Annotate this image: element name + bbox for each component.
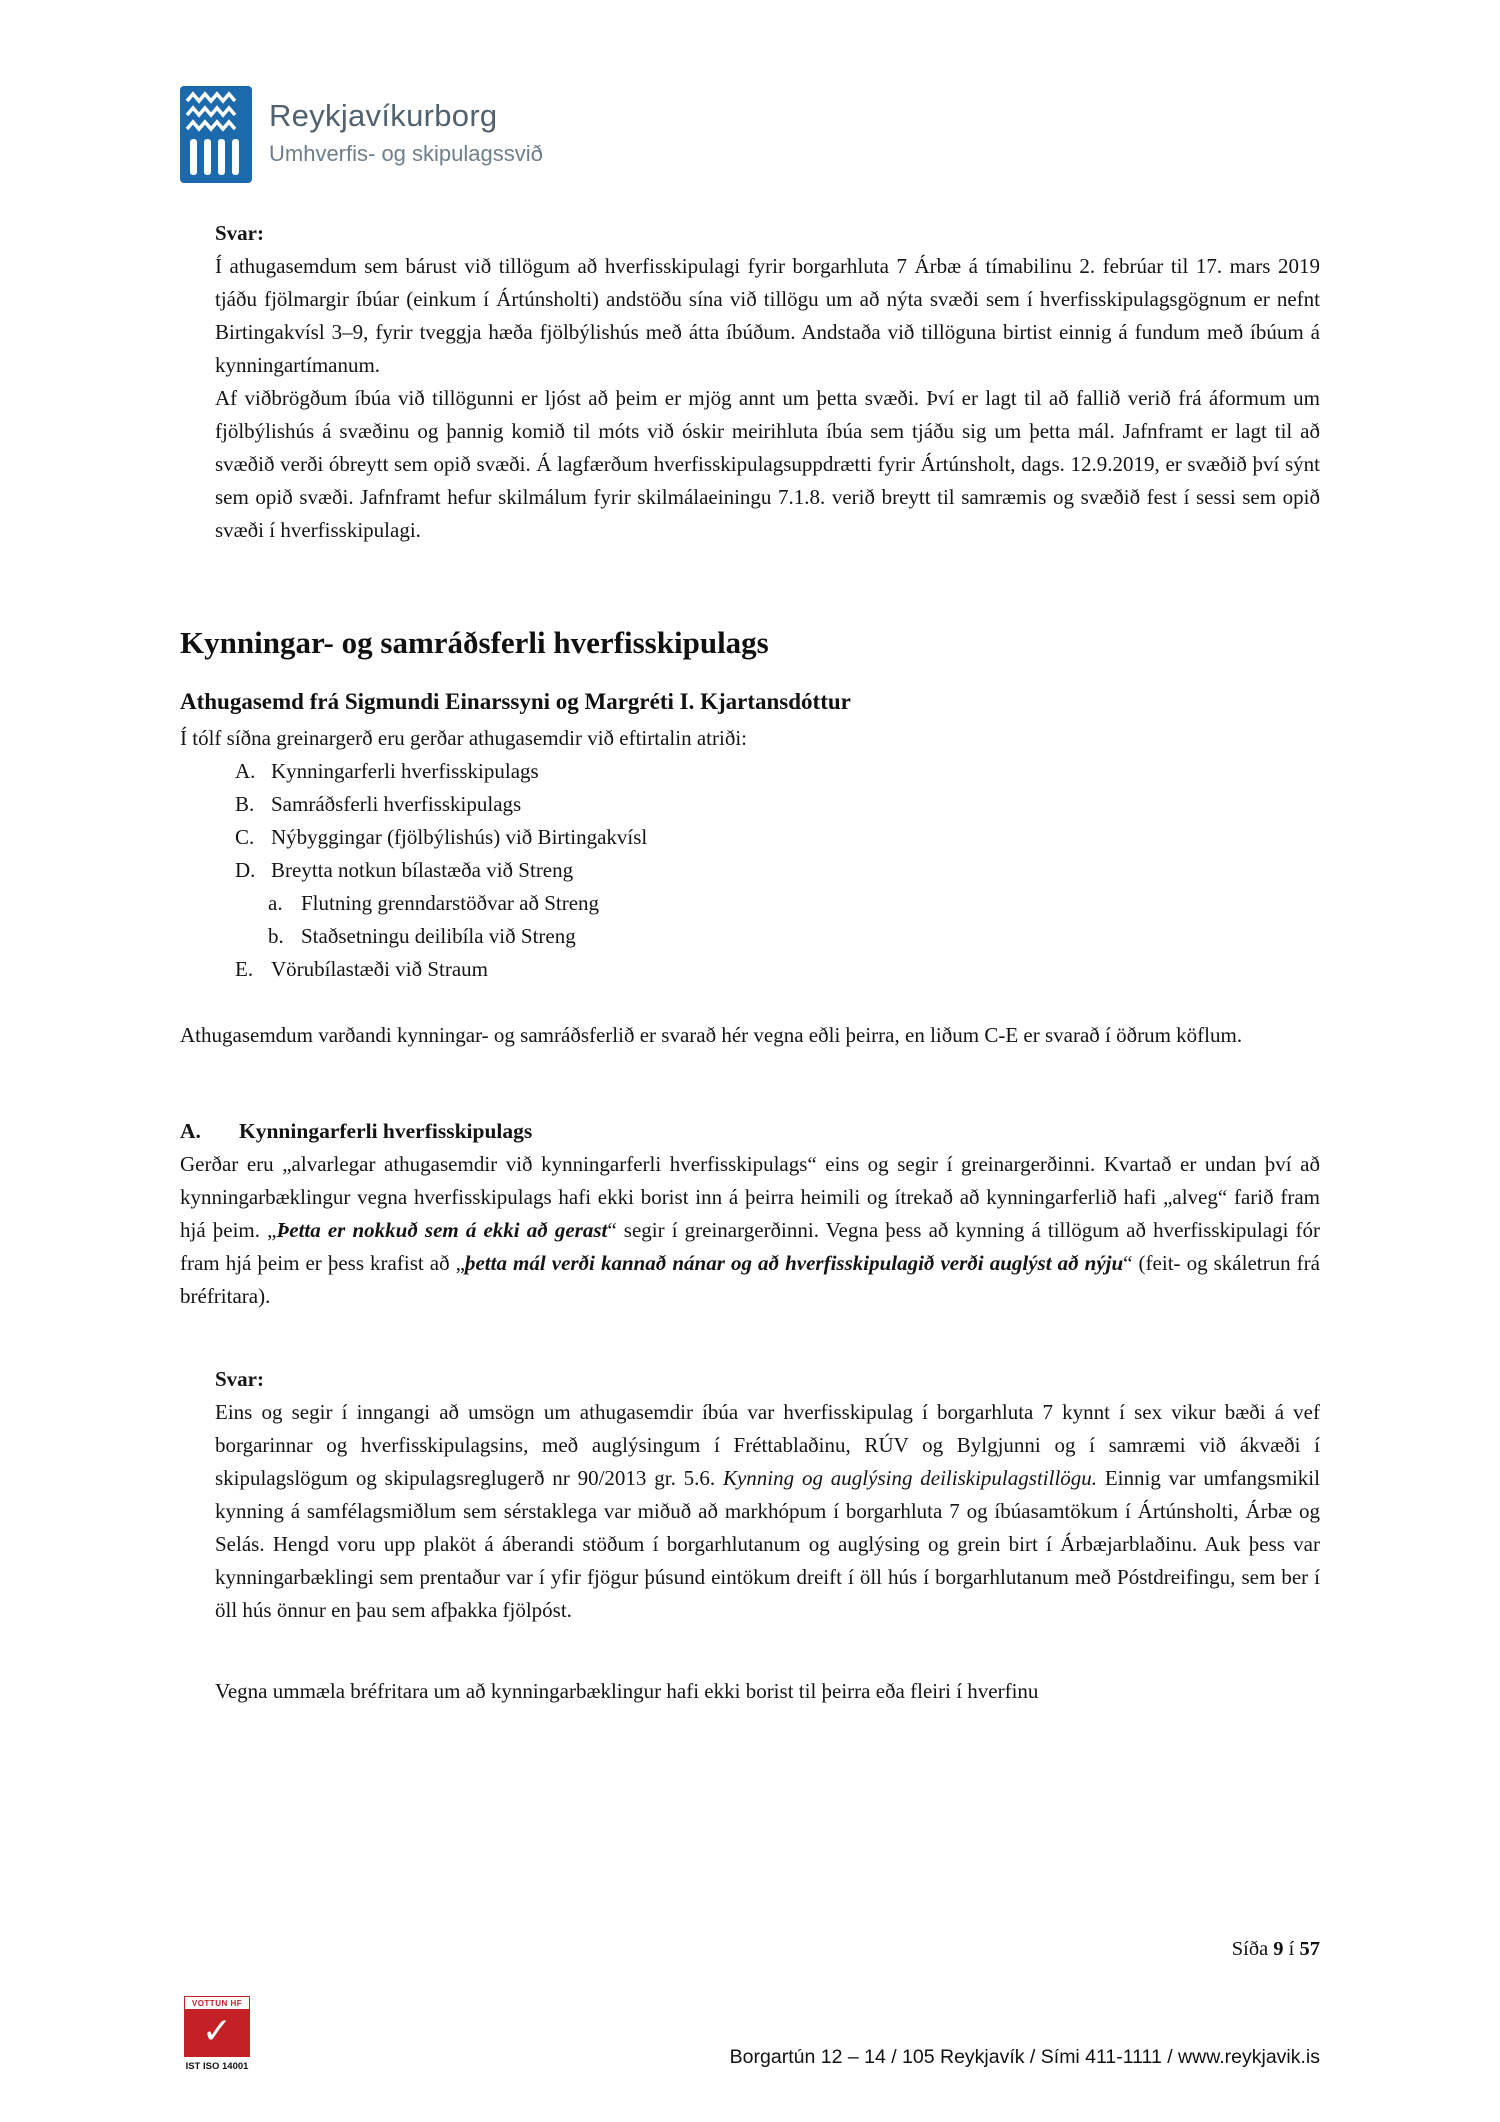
brand-text [269, 86, 543, 167]
list-item [180, 755, 1320, 788]
quoted-bold-italic-segment: Þetta er nokkuð sem á ekki að gerast [276, 1218, 608, 1242]
answer-block-2 [215, 1363, 1320, 1708]
page-number-total: 57 [1299, 1938, 1320, 1960]
list-item-label: Kynningarferli hverfisskipulags [271, 759, 539, 783]
list-item-label: Samráðsferli hverfisskipulags [271, 792, 522, 816]
section-title: Kynningar- og samráðsferli hverfisskipulags [180, 625, 769, 660]
org-name: Reykjavíkurborg [269, 98, 498, 133]
iso-certification-logo [184, 1996, 250, 2072]
list-marker: E. [235, 957, 254, 981]
list-subitem [180, 920, 1320, 953]
certifier-name: VOTTUN HF [184, 1996, 250, 2009]
intro-line: Í tólf síðna greinargerð eru gerðar athugasemdir við eftirtalin atriði: [180, 726, 747, 750]
list-marker: C. [235, 825, 255, 849]
footer-address: Borgartún 12 – 14 / 105 Reykjavík / Sími 411-1111 / www.reykjavik.is [729, 2046, 1320, 2068]
topic-list [180, 755, 1320, 986]
text-segment: Einnig var umfangsmikil kynning á samfélagsmiðlum sem sérstaklega var miðuð að markhópum í borgarhluta 7 og íbúasamtökum í Ártúnsholti, Árbæ og Selás. Hengd voru upp plaköt á áberandi stöðum í borgarhlutanum og auglýsing og grein birt í Árbæjarblaðinu. Auk þess var kynningarbæklingi sem prentaður var í yfir fjögur þúsund eintökum dreift í öll hús í borgarhlutanum með Póstdreifingu, sem ber í öll hús önnur en þau sem afþakka fjölpóst. [215, 1466, 1320, 1622]
page-number-separator: í [1283, 1938, 1300, 1960]
list-marker: D. [235, 858, 256, 882]
page-number-current: 9 [1273, 1938, 1284, 1960]
list-item [180, 854, 1320, 887]
org-department: Umhverfis- og skipulagssvið [269, 141, 543, 166]
answer-paragraph-2: Vegna ummæla bréfritara um að kynningarbæklingur hafi ekki borist til þeirra eða fleiri í hverfinu [215, 1679, 1039, 1703]
list-item-label: Vörubílastæði við Straum [271, 957, 488, 981]
list-item [180, 788, 1320, 821]
answer-label: Svar: [215, 1367, 264, 1391]
page-number-prefix: Síða [1231, 1938, 1274, 1960]
text-segment: Gerðar eru „alvarlegar athugasemdir við kynningarferli hverfisskipulags“ eins og segir í greinargerðinni. Kvartað er undan því að kynningarbæklingur vegna hverfisskipulags hafi ekki borist inn á þeirra heimili og ítrekað að kynningarferlið hafi „alveg“ farið fram hjá þeim. „ [180, 1152, 1320, 1242]
list-item-label: Staðsetningu deilibíla við Streng [301, 924, 576, 948]
list-item-label: Breytta notkun bílastæða við Streng [271, 858, 574, 882]
list-subitem [180, 887, 1320, 920]
text-segment: “ segir í greinargerðinni. Vegna þess að kynning á tillögum að hverfisskipulagi fór fram hjá þeim er þess krafist að „ [180, 1218, 1320, 1275]
list-marker: B. [235, 792, 255, 816]
list-marker: A. [235, 759, 256, 783]
list-item [180, 953, 1320, 986]
checkmark-icon [184, 2009, 250, 2057]
answer-paragraph-1 [215, 1396, 1320, 1627]
answer-paragraph-1: Í athugasemdum sem bárust við tillögum að hverfisskipulagi fyrir borgarhluta 7 Árbæ á tímabilinu 2. febrúar til 17. mars 2019 tjáðu fjölmargir íbúar (einkum í Ártúnsholti) andstöðu sína við tillögu um að nýta svæði sem í hverfisskipulagsgögnum er nefnt Birtingakvísl 3–9, fyrir tveggja hæða fjölbýlishús með átta íbúðum. Andstaða við tillöguna birtist einnig á fundum með íbúum á kynningartímanum. [215, 254, 1320, 377]
answer-block-1 [215, 217, 1320, 547]
quoted-bold-italic-segment: þetta mál verði kannað nánar og að hverfisskipulagið verði auglýst að nýju [464, 1251, 1124, 1275]
iso-standard-label: IST ISO 14001 [185, 2061, 249, 2072]
answer-paragraph-2: Af viðbrögðum íbúa við tillögunni er ljóst að þeim er mjög annt um þetta svæði. Því er lagt til að fallið verið frá áformum um fjölbýlishús á svæðinu og þannig komið til móts við óskir meirihluta íbúa sem tjáðu sig um þetta mál. Jafnframt er lagt til að svæðið verði óbreytt sem opið svæði. Á lagfærðum hverfisskipulagsuppdrætti fyrir Ártúnsholt, dags. 12.9.2019, er svæðið því sýnt sem opið svæði. Jafnframt hefur skilmálum fyrir skilmálaeiningu 7.1.8. verið breytt til samræmis og svæðið fest í sessi sem opið svæði í hverfisskipulagi. [215, 386, 1320, 542]
list-followup-paragraph: Athugasemdum varðandi kynningar- og samráðsferlið er svarað hér vegna eðli þeirra, en liðum C-E er svarað í öðrum köflum. [180, 1023, 1243, 1047]
subsection-a-heading [180, 1115, 1320, 1148]
list-item [180, 821, 1320, 854]
answer-label: Svar: [215, 221, 264, 245]
list-item-label: Nýbyggingar (fjölbýlishús) við Birtingakvísl [271, 825, 648, 849]
text-segment: “ (feit- og skáletrun frá bréfritara). [180, 1251, 1320, 1308]
subsection-marker: A. [180, 1119, 201, 1143]
page-number [1232, 1938, 1320, 1961]
subsection-title: Kynningarferli hverfisskipulags [239, 1119, 533, 1143]
italic-reference-segment: Kynning og auglýsing deiliskipulagstillögu. [722, 1466, 1098, 1490]
checkmark-glyph: ✓ [201, 2011, 233, 2052]
reykjavik-city-logo-icon [180, 86, 252, 183]
subsection-a-paragraph [180, 1148, 1320, 1313]
list-marker: a. [268, 891, 283, 915]
list-item-label: Flutning grenndarstöðvar að Streng [301, 891, 600, 915]
header [180, 0, 1320, 183]
list-marker: b. [268, 924, 284, 948]
text-segment: Eins og segir í inngangi að umsögn um athugasemdir íbúa var hverfisskipulag í borgarhluta 7 kynnt í sex vikur bæði á vef borgarinnar og hverfisskipulagsins, með auglýsingum í Fréttablaðinu, RÚV og Bylgjunni og í samræmi við ákvæði í skipulagslögum og skipulagsreglugerð nr 90/2013 gr. 5.6. [215, 1400, 1320, 1490]
comment-author-heading: Athugasemd frá Sigmundi Einarssyni og Margréti I. Kjartansdóttur [180, 689, 851, 714]
